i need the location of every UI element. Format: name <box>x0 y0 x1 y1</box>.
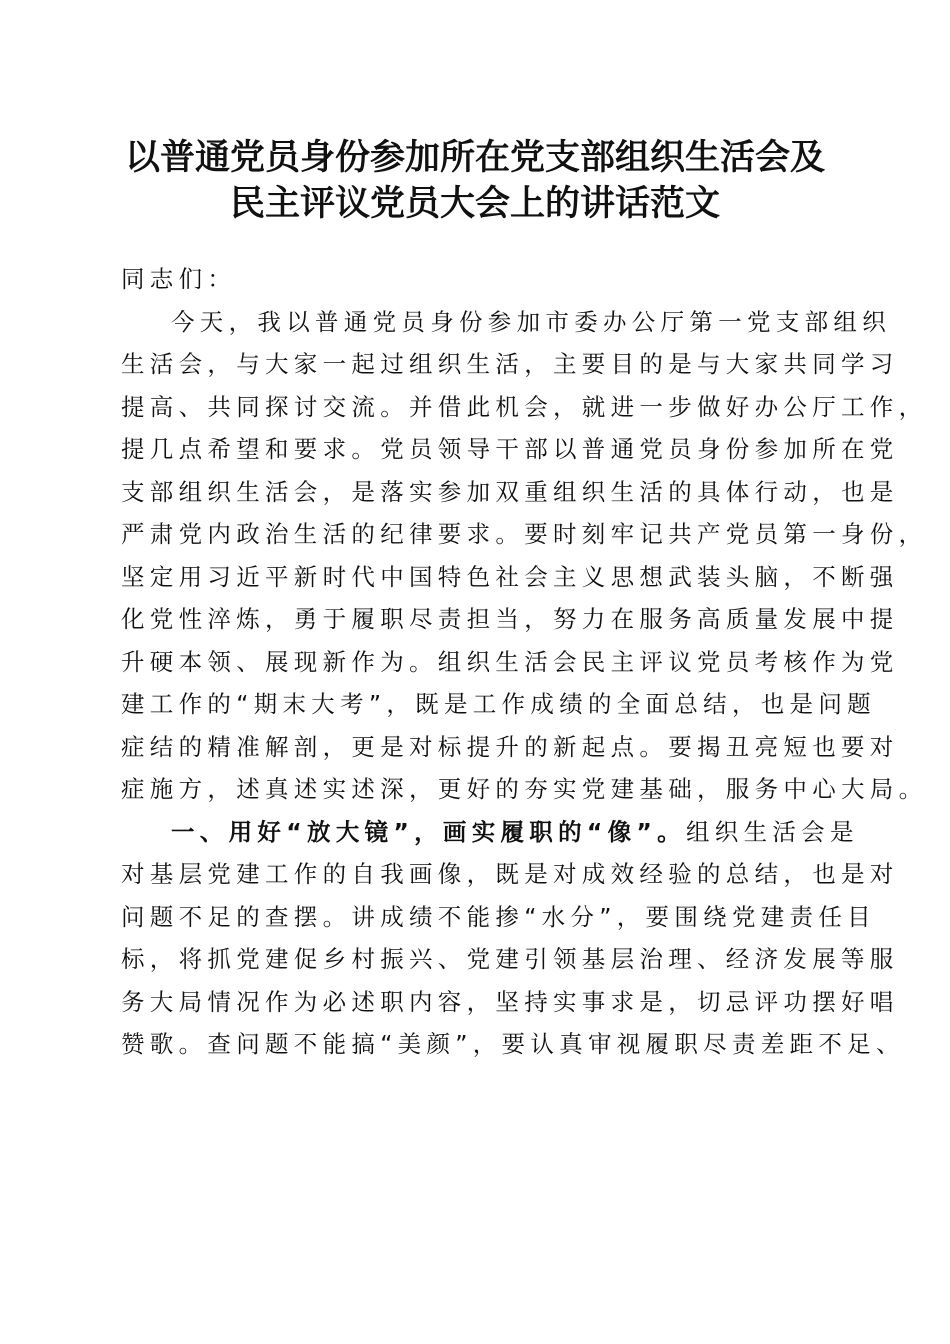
document-body <box>121 258 928 1066</box>
paragraph-line: 症施方，述真述实述深，更好的夯实党建基础，服务中心大局。 <box>121 775 928 803</box>
paragraph-line: 生活会，与大家一起过组织生活，主要目的是与大家共同学习 <box>121 350 899 378</box>
paragraph-line: 提几点希望和要求。党员领导干部以普通党员身份参加所在党 <box>121 435 899 463</box>
document-title <box>100 135 850 227</box>
paragraph-line: 支部组织生活会，是落实参加双重组织生活的具体行动，也是 <box>121 477 899 506</box>
title-line-1: 以普通党员身份参加所在党支部组织生活会及 <box>124 137 825 178</box>
paragraph-line: 提高、共同探讨交流。并借此机会，就进一步做好办公厅工作， <box>121 392 928 421</box>
paragraph-line: 标，将抓党建促乡村振兴、党建引领基层治理、经济发展等服 <box>121 945 899 973</box>
title-line-2: 民主评议党员大会上的讲话范文 <box>229 183 720 224</box>
section-1-first-text: 组织生活会是 <box>685 817 859 846</box>
paragraph-intro <box>121 301 928 811</box>
paragraph-line: 今天，我以普通党员身份参加市委办公厅第一党支部组织 <box>171 307 891 336</box>
paragraph-line: 严肃党内政治生活的纪律要求。要时刻牢记共产党员第一身份， <box>121 520 928 548</box>
paragraph-section-1 <box>121 811 905 1066</box>
section-1-heading: 一、用好“放大镜”，画实履职的“像”。 <box>171 817 686 846</box>
paragraph-line: 升硬本领、展现新作为。组织生活会民主评议党员考核作为党 <box>121 647 899 676</box>
salutation <box>121 258 831 301</box>
paragraph-line: 对基层党建工作的自我画像，既是对成效经验的总结，也是对 <box>121 860 899 888</box>
paragraph-line: 赞歌。查问题不能搞“美颜”，要认真审视履职尽责差距不足、 <box>121 1030 905 1058</box>
salutation-text: 同志们： <box>121 265 237 293</box>
paragraph-line: 务大局情况作为必述职内容，坚持实事求是，切忌评功摆好唱 <box>121 987 899 1016</box>
paragraph-line: 症结的精准解剖，更是对标提升的新起点。要揭丑亮短也要对 <box>121 732 899 761</box>
paragraph-line: 化党性淬炼，勇于履职尽责担当，努力在服务高质量发展中提 <box>121 605 899 633</box>
paragraph-line: 建工作的“期末大考”，既是工作成绩的全面总结，也是问题 <box>121 690 876 718</box>
paragraph-line: 坚定用习近平新时代中国特色社会主义思想武装头脑，不断强 <box>121 562 899 591</box>
paragraph-line: 问题不足的查摆。讲成绩不能掺“水分”，要围绕党建责任目 <box>121 902 876 931</box>
section-1-first-line <box>121 811 859 854</box>
